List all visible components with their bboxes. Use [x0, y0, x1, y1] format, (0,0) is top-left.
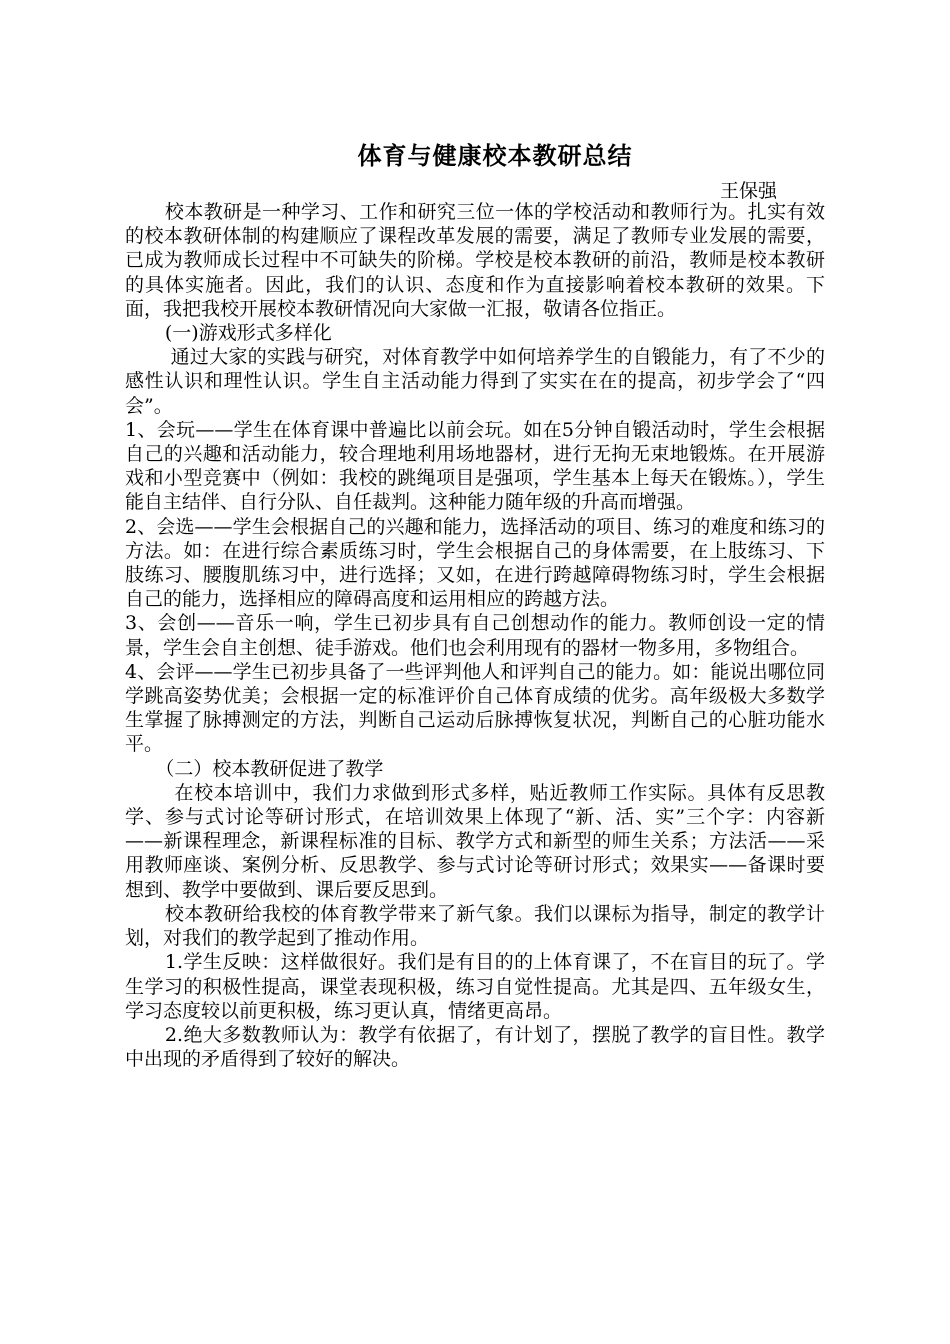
intro-paragraph: 校本教研是一种学习、工作和研究三位一体的学校活动和教师行为。扎实有效的校本教研体制的构建顺应了课程改革发展的需要，满足了教师专业发展的需要，已成为教师成长过程中不可缺失的阶梯。学校是校本教研的前沿，教师是校本教研的具体实施者。因此，我们的认识、态度和作为直接影响着校本教研的效果。下面，我把我校开展校本教研情况向大家做一汇报，敬请各位指正。 [125, 201, 825, 320]
body-paragraph: 校本教研给我校的体育教学带来了新气象。我们以课标为指导，制定的教学计划，对我们的教学起到了推动作用。 [125, 902, 825, 950]
section-heading-1: (一)游戏形式多样化 [164, 322, 332, 345]
numbered-item: 1.学生反映：这样做很好。我们是有目的的上体育课了，不在盲目的玩了。学生学习的积极性提高，课堂表现积极，练习自觉性提高。尤其是四、五年级女生，学习态度较以前更积极，练习更认真，情绪更高昂。 [125, 951, 825, 1022]
numbered-item: 2.绝大多数教师认为：教学有依据了，有计划了，摆脱了教学的盲目性。教学中出现的矛盾得到了较好的解决。 [125, 1023, 825, 1071]
list-item-choose: 2、会选——学生会根据自己的兴趣和能力，选择活动的项目、练习的难度和练习的方法。如：在进行综合素质练习时，学生会根据自己的身体需要，在上肢练习、下肢练习、腰腹肌练习中，进行选择；又如，在进行跨越障碍物练习时，学生会根据自己的能力，选择相应的障碍高度和运用相应的跨越方法。 [125, 515, 825, 611]
list-item-evaluate: 4、会评——学生已初步具备了一些评判他人和评判自己的能力。如：能说出哪位同学跳高姿势优美；会根据一定的标准评价自己体育成绩的优劣。高年级极大多数学生掌握了脉搏测定的方法，判断自己运动后脉搏恢复状况，判断自己的心脏功能水平。 [125, 660, 825, 756]
document-title: 体育与健康校本教研总结 [357, 142, 633, 170]
body-paragraph: 通过大家的实践与研究，对体育教学中如何培养学生的自锻能力，有了不少的感性认识和理性认识。学生自主活动能力得到了实实在在的提高，初步学会了“四会”。 [125, 346, 825, 417]
list-item-create: 3、会创——音乐一响，学生已初步具有自己创想动作的能力。教师创设一定的情景，学生会自主创想、徒手游戏。他们也会利用现有的器材一物多用，多物组合。 [125, 612, 825, 659]
section-heading-2: （二）校本教研促进了教学 [155, 757, 384, 780]
list-item-play: 1、会玩——学生在体育课中普遍比以前会玩。如在5分钟自锻活动时，学生会根据自己的兴趣和活动能力，较合理地利用场地器材，进行无拘无束地锻炼。在开展游戏和小型竞赛中（例如：我校的跳绳项目是强项，学生基本上每天在锻炼。），学生能自主结伴、自行分队、自任裁判。这种能力随年级的升高而增强。 [125, 418, 825, 514]
body-paragraph: 在校本培训中，我们力求做到形式多样，贴近教师工作实际。具体有反思教学、参与式讨论等研讨形式，在培训效果上体现了“新、活、实”三个字：内容新——新课程理念，新课程标准的目标、教学方式和新型的师生关系；方法活——采用教师座谈、案例分析、反思教学、参与式讨论等研讨形式；效果实——备课时要想到、教学中要做到、课后要反思到。 [125, 781, 825, 901]
document-body [125, 200, 825, 1071]
author-name: 王保强 [720, 180, 778, 202]
